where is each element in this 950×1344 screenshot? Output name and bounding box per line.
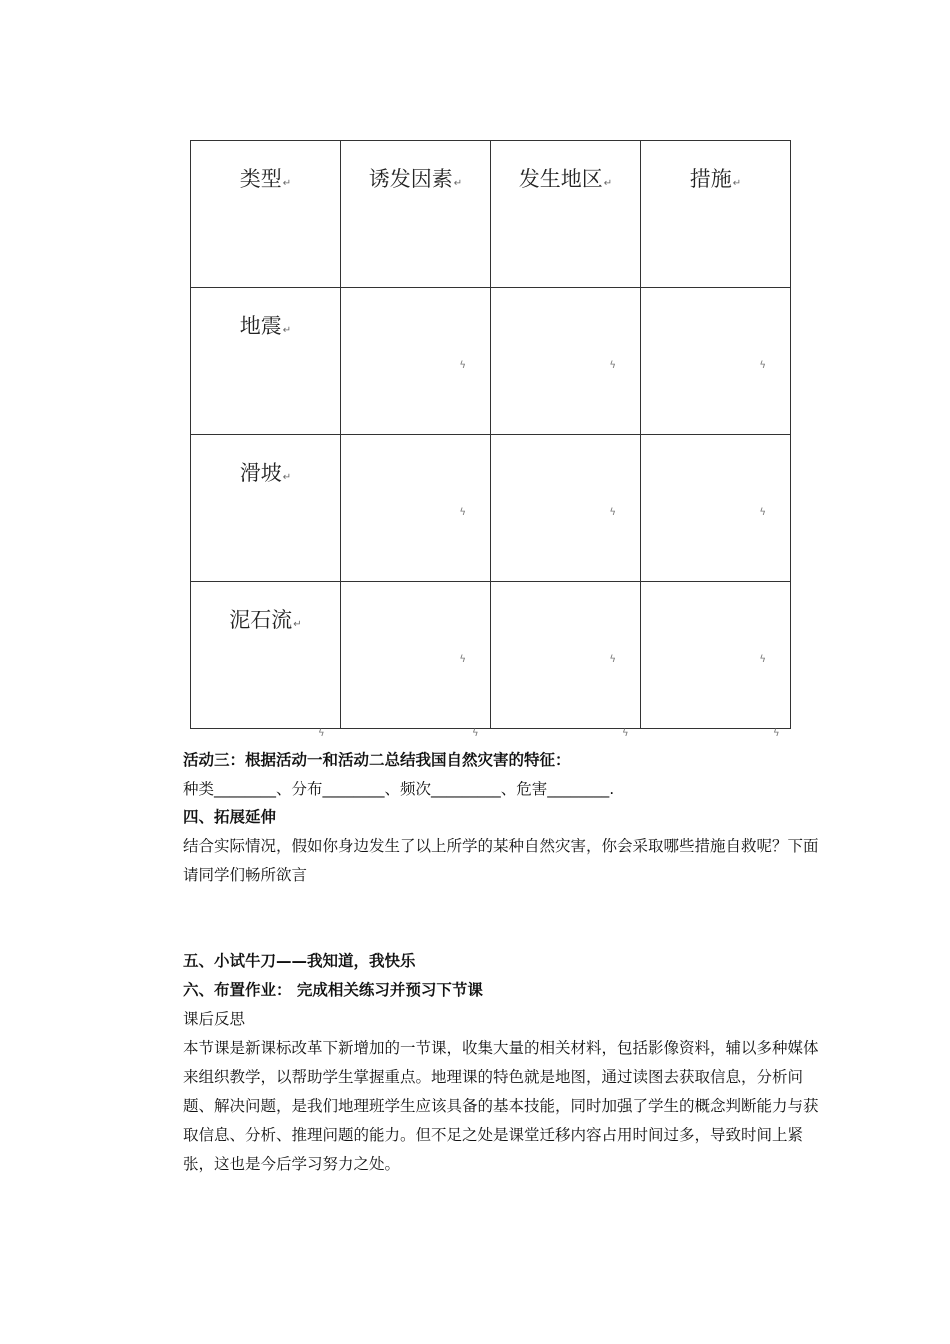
paragraph-mark-icon: ↵ bbox=[293, 619, 302, 630]
header-cell-type bbox=[191, 141, 341, 288]
row-label: 地震 bbox=[239, 314, 282, 338]
table-cell[interactable] bbox=[641, 582, 791, 729]
activity3-heading: 活动三：根据活动一和活动二总结我国自然灾害的特征： bbox=[183, 751, 571, 769]
cell-end-mark-icon: ϟ bbox=[459, 360, 466, 371]
paragraph-mark-icon: ↵ bbox=[282, 472, 292, 483]
row-label-cell bbox=[191, 435, 341, 582]
table-cell[interactable] bbox=[641, 288, 791, 435]
table-header-row bbox=[191, 141, 791, 288]
reflection-body: 本节课是新课标改革下新增加的一节课，收集大量的相关材料，包括影像资料，辅以多种媒体来组织教学，以帮助学生掌握重点。地理课的特色就是地图，通过读图去获取信息，分析问题、解决问题，是我们地理班学生应该具备的基本技能，同时加强了学生的概念判断能力与获取信息、分析、推理问题的能力。但不足之处是课堂迁移内容占用时间过多，导致时间上紧张，这也是今后学习努力之处。 bbox=[183, 1039, 819, 1173]
table-row bbox=[191, 582, 791, 729]
paragraph-mark-icon: ↵ bbox=[282, 325, 292, 336]
cell-end-mark-icon: ϟ bbox=[609, 654, 616, 665]
header-label: 发生地区 bbox=[518, 167, 603, 191]
section6-heading: 六、布置作业： 完成相关练习并预习下节课 bbox=[183, 981, 483, 999]
row-end-mark-icon: ϟ bbox=[622, 728, 629, 739]
table-cell[interactable] bbox=[341, 582, 491, 729]
table-cell[interactable] bbox=[491, 288, 641, 435]
table-cell[interactable] bbox=[491, 582, 641, 729]
row-label-cell bbox=[191, 288, 341, 435]
paragraph-mark-icon: ↵ bbox=[732, 178, 742, 189]
header-cell-measures bbox=[641, 141, 791, 288]
header-cell-region bbox=[491, 141, 641, 288]
row-end-mark-icon: ϟ bbox=[472, 728, 479, 739]
row-end-mark-icon: ϟ bbox=[318, 728, 325, 739]
section5-heading: 五、小试牛刀——我知道，我快乐 bbox=[183, 952, 416, 970]
row-label: 滑坡 bbox=[239, 461, 282, 485]
cell-end-mark-icon: ϟ bbox=[609, 507, 616, 518]
row-end-mark-icon: ϟ bbox=[773, 728, 780, 739]
table-row bbox=[191, 435, 791, 582]
header-label: 诱发因素 bbox=[368, 167, 453, 191]
cell-end-mark-icon: ϟ bbox=[459, 654, 466, 665]
row-label: 泥石流 bbox=[229, 608, 293, 632]
table-cell[interactable] bbox=[341, 288, 491, 435]
table-cell[interactable] bbox=[491, 435, 641, 582]
activity3-fill-line: 种类________、分布________、频次_________、危害________. bbox=[183, 780, 615, 798]
cell-end-mark-icon: ϟ bbox=[759, 654, 766, 665]
cell-end-mark-icon: ϟ bbox=[609, 360, 616, 371]
cell-end-mark-icon: ϟ bbox=[759, 360, 766, 371]
disaster-table bbox=[190, 140, 791, 729]
section4-heading: 四、拓展延伸 bbox=[183, 808, 277, 826]
row-label-cell bbox=[191, 582, 341, 729]
paragraph-mark-icon: ↵ bbox=[603, 178, 613, 189]
paragraph-mark-icon: ↵ bbox=[453, 178, 463, 189]
table-row bbox=[191, 288, 791, 435]
paragraph-mark-icon: ↵ bbox=[282, 178, 292, 189]
table-cell[interactable] bbox=[341, 435, 491, 582]
table-cell[interactable] bbox=[641, 435, 791, 582]
header-label: 措施 bbox=[689, 167, 732, 191]
header-cell-cause bbox=[341, 141, 491, 288]
cell-end-mark-icon: ϟ bbox=[759, 507, 766, 518]
cell-end-mark-icon: ϟ bbox=[459, 507, 466, 518]
section4-body: 结合实际情况，假如你身边发生了以上所学的某种自然灾害，你会采取哪些措施自救呢？下面请同学们畅所欲言 bbox=[183, 837, 819, 884]
header-label: 类型 bbox=[239, 167, 282, 191]
reflection-heading: 课后反思 bbox=[183, 1010, 246, 1028]
